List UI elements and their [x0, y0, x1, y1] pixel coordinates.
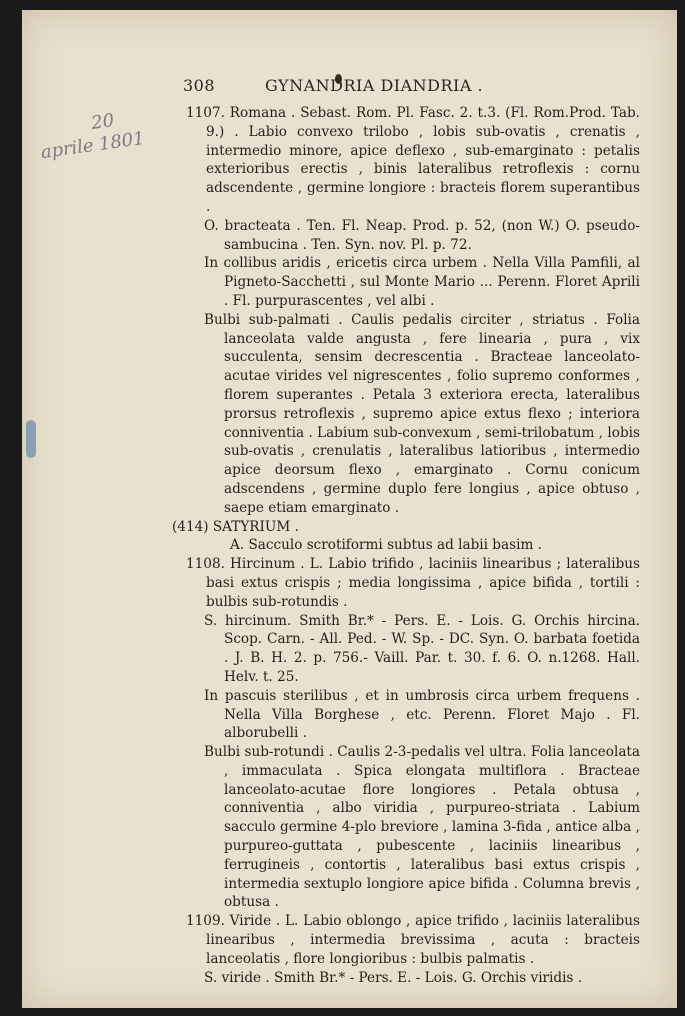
entry-1109: 1109. Viride . L. Labio oblongo , apice trifido , laciniis lateralibus linearibus , intermedia brevissima , acuta : bracteis lanceolatis , flore longioribus : bulbis palmatis . [186, 913, 640, 967]
page-header [183, 70, 523, 96]
entry-1107: 1107. Romana . Sebast. Rom. Pl. Fasc. 2. t.3. (Fl. Rom.Prod. Tab. 9.) . Labio convexo trilobo , lobis sub-ovatis , crenatis , intermedio minore, apice deflexo , sub-emarginato : petalis exterioribus erectis , binis lateralibus retroflexis : cornu adscendente , germine longiore : bracteis florem superantibus . [186, 105, 640, 215]
genus-satyrium: (414) SATYRIUM . [172, 518, 299, 535]
description-1108: Bulbi sub-rotundi . Caulis 2-3-pedalis vel ultra. Folia lanceolata , immaculata . Spica elongata multiflora . Bracteae lanceolato-acutae flore longiores . Petala obtusa , conniventia , albo viridia , purpureo-striata . Labium sacculo germine 4-plo breviore , lamina 3-fida , antice alba , purpureo-guttata , pubescente , laciniis linearibus , ferrugineis , contortis , lateralibus basi extus crispis , intermedia sextuplo longiore apice bifida . Columna brevis , obtusa . [204, 744, 640, 911]
entry-1108: 1108. Hircinum . L. Labio trifido , laciniis linearibus ; lateralibus basi extus crispis ; media longissima , apice bifida , tortili : bulbis sub-rotundis . [186, 556, 640, 610]
synonym-hircinum: S. hircinum. Smith Br.* - Pers. E. - Lois. G. Orchis hircina. Scop. Carn. - All. Ped. - W. Sp. - DC. Syn. O. barbata foetida . J. B. H. 2. p. 756.- Vaill. Par. t. 30. f. 6. O. n.1268. Hall. Helv. t. 25. [204, 612, 640, 685]
main-text [172, 104, 640, 987]
running-title: GYNANDRIA DIANDRIA . [265, 76, 484, 95]
description-1107: Bulbi sub-palmati . Caulis pedalis circiter , striatus . Folia lanceolata valde angusta , fere linearia , pura , vix succulenta, sensim decrescentia . Bracteae lanceolato-acutae virides vel nigrescentes , folio supremo conformes , florem superantes . Petala 3 exteriora erecta, lateralibus prorsus retroflexis , supremo apice extus flexo ; interiora conniventia . Labium sub-convexum , semi-trilobatum , lobis sub-ovatis , crenulatis , lateralibus latioribus , intermedio apice deorsum flexo , emarginato . Cornu conicum adscendens , germine duplo fere longius , apice obtuso , saepe etiam emarginato . [204, 311, 640, 516]
blue-stain [26, 420, 36, 458]
habitat-1108: In pascuis sterilibus , et in umbrosis circa urbem frequens . Nella Villa Borghese , etc. Perenn. Floret Majo . Fl. alborubelli . [204, 687, 640, 742]
synonym-bracteata: O. bracteata . Ten. Fl. Neap. Prod. p. 52, (non W.) O. pseudo-sambucina . Ten. Syn. nov. Pl. p. 72. [204, 217, 640, 253]
note-line-2: aprile 1801 [39, 127, 146, 164]
note-line-1: 20 [89, 109, 116, 134]
habitat-1107: In collibus aridis , ericetis circa urbem . Nella Villa Pamfili, al Pigneto-Sacchetti , sul Monte Mario ... Perenn. Floret Aprili . Fl. purpurascentes , vel albi . [204, 255, 640, 309]
page-number: 308 [183, 76, 216, 95]
synonym-viride: S. viride . Smith Br.* - Pers. E. - Lois. G. Orchis viridis . [204, 969, 583, 986]
section-a: A. Sacculo scrotiformi subtus ad labii basim . [230, 537, 542, 554]
